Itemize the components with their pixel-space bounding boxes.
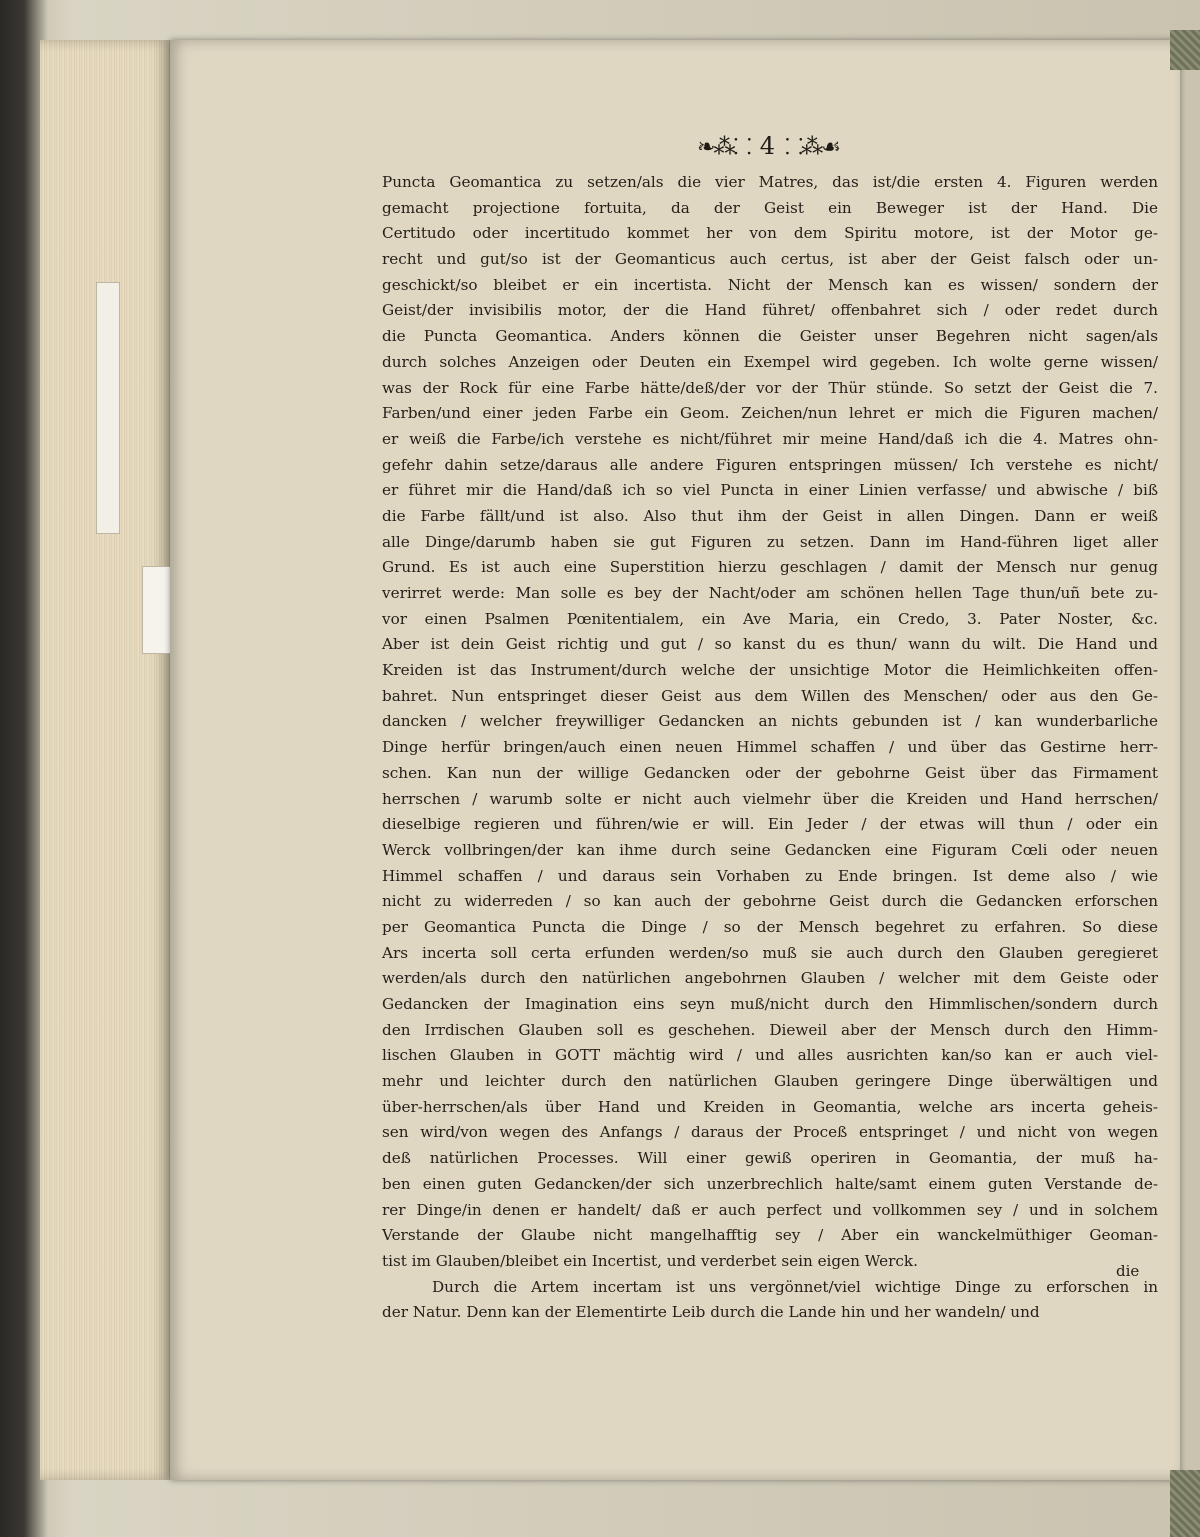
text-line: per Geomantica Puncta die Dinge / so der Mensch begehret zu erfahren. So diese: [382, 917, 1158, 936]
text-line: er weiß die Farbe/ich verstehe es nicht/führet mir meine Hand/daß ich die 4. Matres ohn-: [382, 429, 1158, 448]
text-line: Durch die Artem incertam ist uns vergönnet/viel wichtige Dinge zu erforschen in: [432, 1277, 1158, 1296]
text-line: der Natur. Denn kan der Elementirte Leib durch die Lande hin und her wandeln/ und: [382, 1303, 1040, 1322]
text-line: werden/als durch den natürlichen angebohrnen Glauben / welcher mit dem Geiste oder: [382, 969, 1158, 988]
text-line: herrschen / warumb solte er nicht auch vielmehr über die Kreiden und Hand herrschen/: [382, 789, 1158, 808]
text-line: durch solches Anzeigen oder Deuten ein Exempel wird gegeben. Ich wolte gerne wissen/: [382, 352, 1158, 371]
text-line: verirret werde: Man solle es bey der Nacht/oder am schönen hellen Tage thun/uñ bete zu-: [382, 584, 1158, 602]
paper-tab: [96, 282, 120, 534]
binding-ribbon: [1170, 1470, 1200, 1537]
catchword: die: [1116, 1262, 1140, 1280]
text-line: Farben/und einer jeden Farbe ein Geom. Zeichen/nun lehret er mich die Figuren machen/: [382, 404, 1158, 423]
text-line: den Irrdischen Glauben soll es geschehen. Dieweil aber der Mensch durch den Himm-: [382, 1020, 1158, 1039]
text-line: Kreiden ist das Instrument/durch welche der unsichtige Motor die Heimlichkeiten offen-: [382, 661, 1158, 680]
text-line: Himmel schaffen / und daraus sein Vorhaben zu Ende bringen. Ist deme also / wie: [382, 866, 1158, 885]
page-header: [668, 126, 868, 166]
text-line: Dinge herfür bringen/auch einen neuen Himmel schaffen / und über das Gestirne herr-: [382, 738, 1158, 757]
text-line: die Puncta Geomantica. Anders können die Geister unser Begehren nicht sagen/als: [382, 327, 1158, 346]
text-line: sen wird/von wegen des Anfangs / daraus der Proceß entspringet / und nicht von wegen: [382, 1123, 1158, 1142]
text-line: Certitudo oder incertitudo kommet her von dem Spiritu motore, ist der Motor ge-: [382, 224, 1158, 243]
text-line: was der Rock für eine Farbe hätte/deß/der vor der Thür stünde. So setzt der Geist die 7.: [382, 378, 1158, 397]
text-line: Gedancken der Imagination eins seyn muß/nicht durch den Himmlischen/sondern durch: [382, 995, 1158, 1013]
text-line: ben einen guten Gedancken/der sich unzerbrechlich halte/samt einem guten Verstande de-: [382, 1174, 1158, 1193]
text-line: deß natürlichen Processes. Will einer gewiß operiren in Geomantia, der muß ha-: [382, 1149, 1158, 1168]
ornament-left: ❧⁂⸬: [697, 135, 750, 160]
text-line: rer Dinge/in denen er handelt/ daß er auch perfect und vollkommen sey / und in solchem: [382, 1200, 1158, 1219]
text-line: Ars incerta soll certa erfunden werden/so muß sie auch durch den Glauben geregieret: [382, 943, 1158, 962]
text-line: Geist/der invisibilis motor, der die Hand führet/ offenbahret sich / oder redet durch: [382, 301, 1158, 320]
text-line: nicht zu widerreden / so kan auch der gebohrne Geist durch die Gedancken erforschen: [382, 892, 1158, 911]
text-line: recht und gut/so ist der Geomanticus auch certus, ist aber der Geist falsch oder un-: [382, 250, 1158, 269]
text-line: die Farbe fällt/und ist also. Also thut ihm der Geist in allen Dingen. Dann er weiß: [382, 506, 1158, 525]
text-line: tist im Glauben/bleibet ein Incertist, und verderbet sein eigen Werck.: [382, 1251, 918, 1270]
text-line: Werck vollbringen/der kan ihme durch seine Gedancken eine Figuram Cœli oder neuen: [382, 840, 1158, 859]
text-line: lischen Glauben in GOTT mächtig wird / und alles ausrichten kan/so kan er auch viel-: [382, 1046, 1158, 1065]
text-line: dancken / welcher freywilliger Gedancken an nichts gebunden ist / kan wunderbarliche: [382, 712, 1158, 731]
text-line: geschickt/so bleibet er ein incertista. Nicht der Mensch kan es wissen/ sondern der: [382, 275, 1158, 294]
ornament-right: ⸬⁂☙: [784, 135, 839, 160]
page-number: 4: [759, 132, 775, 160]
text-line: er führet mir die Hand/daß ich so viel Puncta in einer Linien verfasse/ und abwische / biß: [382, 481, 1158, 500]
text-line: vor einen Psalmen Pœnitentialem, ein Ave Maria, ein Credo, 3. Pater Noster, &c.: [382, 609, 1158, 628]
text-line: Grund. Es ist auch eine Superstition hierzu geschlagen / damit der Mensch nur genug: [382, 558, 1158, 577]
text-line: gemacht projectione fortuita, da der Geist ein Beweger ist der Hand. Die: [382, 198, 1158, 217]
text-line: gefehr dahin setze/daraus alle andere Figuren entspringen müssen/ Ich verstehe es nicht/: [382, 455, 1158, 474]
text-line: dieselbige regieren und führen/wie er will. Ein Jeder / der etwas will thun / oder ein: [382, 815, 1158, 834]
text-line: Verstande der Glaube nicht mangelhafftig sey / Aber ein wanckelmüthiger Geoman-: [382, 1226, 1158, 1245]
text-line: mehr und leichter durch den natürlichen Glauben geringere Dinge überwältigen und: [382, 1072, 1158, 1091]
body-text: [382, 170, 1158, 1326]
text-line: über-herrschen/als über Hand und Kreiden in Geomantia, welche ars incerta geheis-: [382, 1097, 1158, 1116]
text-line: schen. Kan nun der willige Gedancken oder der gebohrne Geist über das Firmament: [382, 763, 1158, 782]
text-line: Aber ist dein Geist richtig und gut / so kanst du es thun/ wann du wilt. Die Hand und: [382, 635, 1158, 654]
text-line: Puncta Geomantica zu setzen/als die vier Matres, das ist/die ersten 4. Figuren werden: [382, 173, 1158, 191]
text-line: bahret. Nun entspringet dieser Geist aus dem Willen des Menschen/ oder aus den Ge-: [382, 686, 1158, 705]
binding-ribbon: [1170, 30, 1200, 70]
text-line: alle Dinge/darumb haben sie gut Figuren zu setzen. Dann im Hand-führen liget aller: [382, 532, 1158, 551]
page-edges: [40, 40, 170, 1480]
